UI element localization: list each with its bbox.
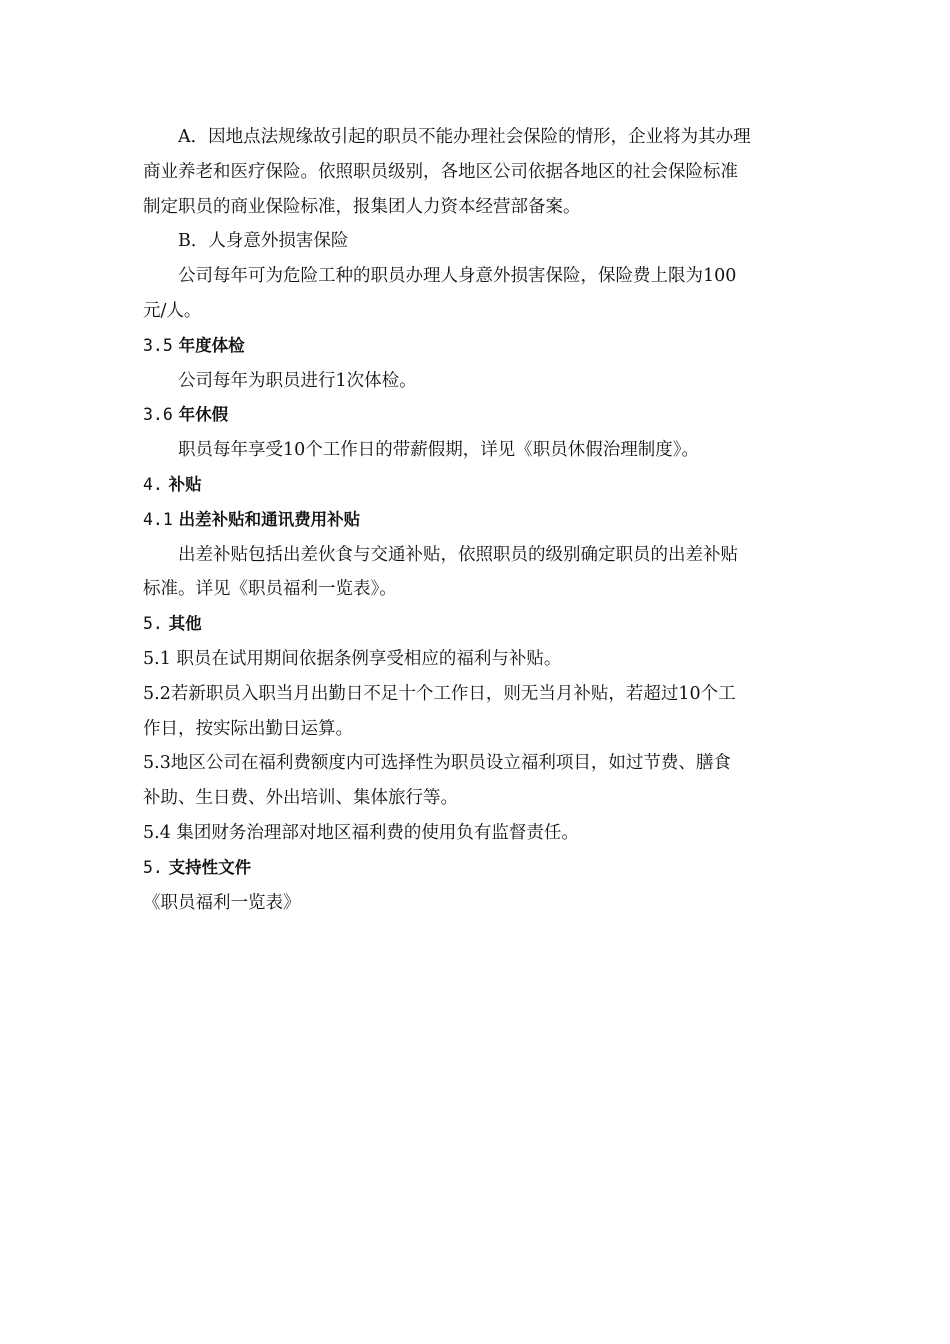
paragraph-line: 5.3地区公司在福利费额度内可选择性为职员设立福利项目，如过节费、膳食 <box>143 753 731 774</box>
paragraph-line: 5.4 集团财务治理部对地区福利费的使用负有监督责任。 <box>143 822 579 843</box>
paragraph-line: A．因地点法规缘故引起的职员不能办理社会保险的情形，企业将为其办理 <box>178 127 751 147</box>
paragraph-line: 职员每年享受10个工作日的带薪假期，详见《职员休假治理制度》。 <box>178 440 700 461</box>
paragraph-line: 出差补贴包括出差伙食与交通补贴，依照职员的级别确定职员的出差补贴 <box>178 544 738 565</box>
section-title: 出差补贴和通讯费用补贴 <box>178 509 361 529</box>
paragraph-line: 商业养老和医疗保险。依照职员级别，各地区公司依据各地区的社会保险标准 <box>143 161 738 182</box>
section-title: 补贴 <box>168 474 202 494</box>
paragraph-line: 制定职员的商业保险标准，报集团人力资本经营部备案。 <box>143 196 581 217</box>
paragraph-line: 标准。详见《职员福利一览表》。 <box>143 579 397 600</box>
paragraph-line: 公司每年可为危险工种的职员办理人身意外损害保险，保险费上限为100 <box>178 266 737 287</box>
section-heading <box>143 607 813 642</box>
section-title: 其他 <box>168 614 202 634</box>
paragraph-line: B．人身意外损害保险 <box>178 231 349 252</box>
section-number: 4. <box>143 474 163 494</box>
paragraph-line: 补助、生日费、外出培训、集体旅行等。 <box>143 788 458 809</box>
section-heading <box>143 398 813 433</box>
section-heading <box>143 503 813 538</box>
section-number: 4.1 <box>143 509 173 529</box>
paragraph-line: 元/人。 <box>143 300 202 321</box>
document-body <box>143 120 813 920</box>
section-heading <box>143 468 813 503</box>
paragraph-line: 作日，按实际出勤日运算。 <box>143 718 353 739</box>
section-heading <box>143 851 813 886</box>
section-title: 年度体检 <box>178 335 245 355</box>
section-number: 5. <box>143 614 163 634</box>
section-title: 年休假 <box>178 405 229 425</box>
section-title: 支持性文件 <box>168 857 252 877</box>
section-number: 3.6 <box>143 405 173 425</box>
section-heading <box>143 329 813 364</box>
paragraph-line: 《职员福利一览表》 <box>143 892 301 913</box>
section-number: 3.5 <box>143 335 173 355</box>
paragraph-line: 公司每年为职员进行1次体检。 <box>178 370 417 391</box>
paragraph-line: 5.2若新职员入职当月出勤日不足十个工作日，则无当月补贴，若超过10个工 <box>143 683 736 704</box>
section-number: 5. <box>143 857 163 877</box>
paragraph-line: 5.1 职员在试用期间依据条例享受相应的福利与补贴。 <box>143 648 562 669</box>
